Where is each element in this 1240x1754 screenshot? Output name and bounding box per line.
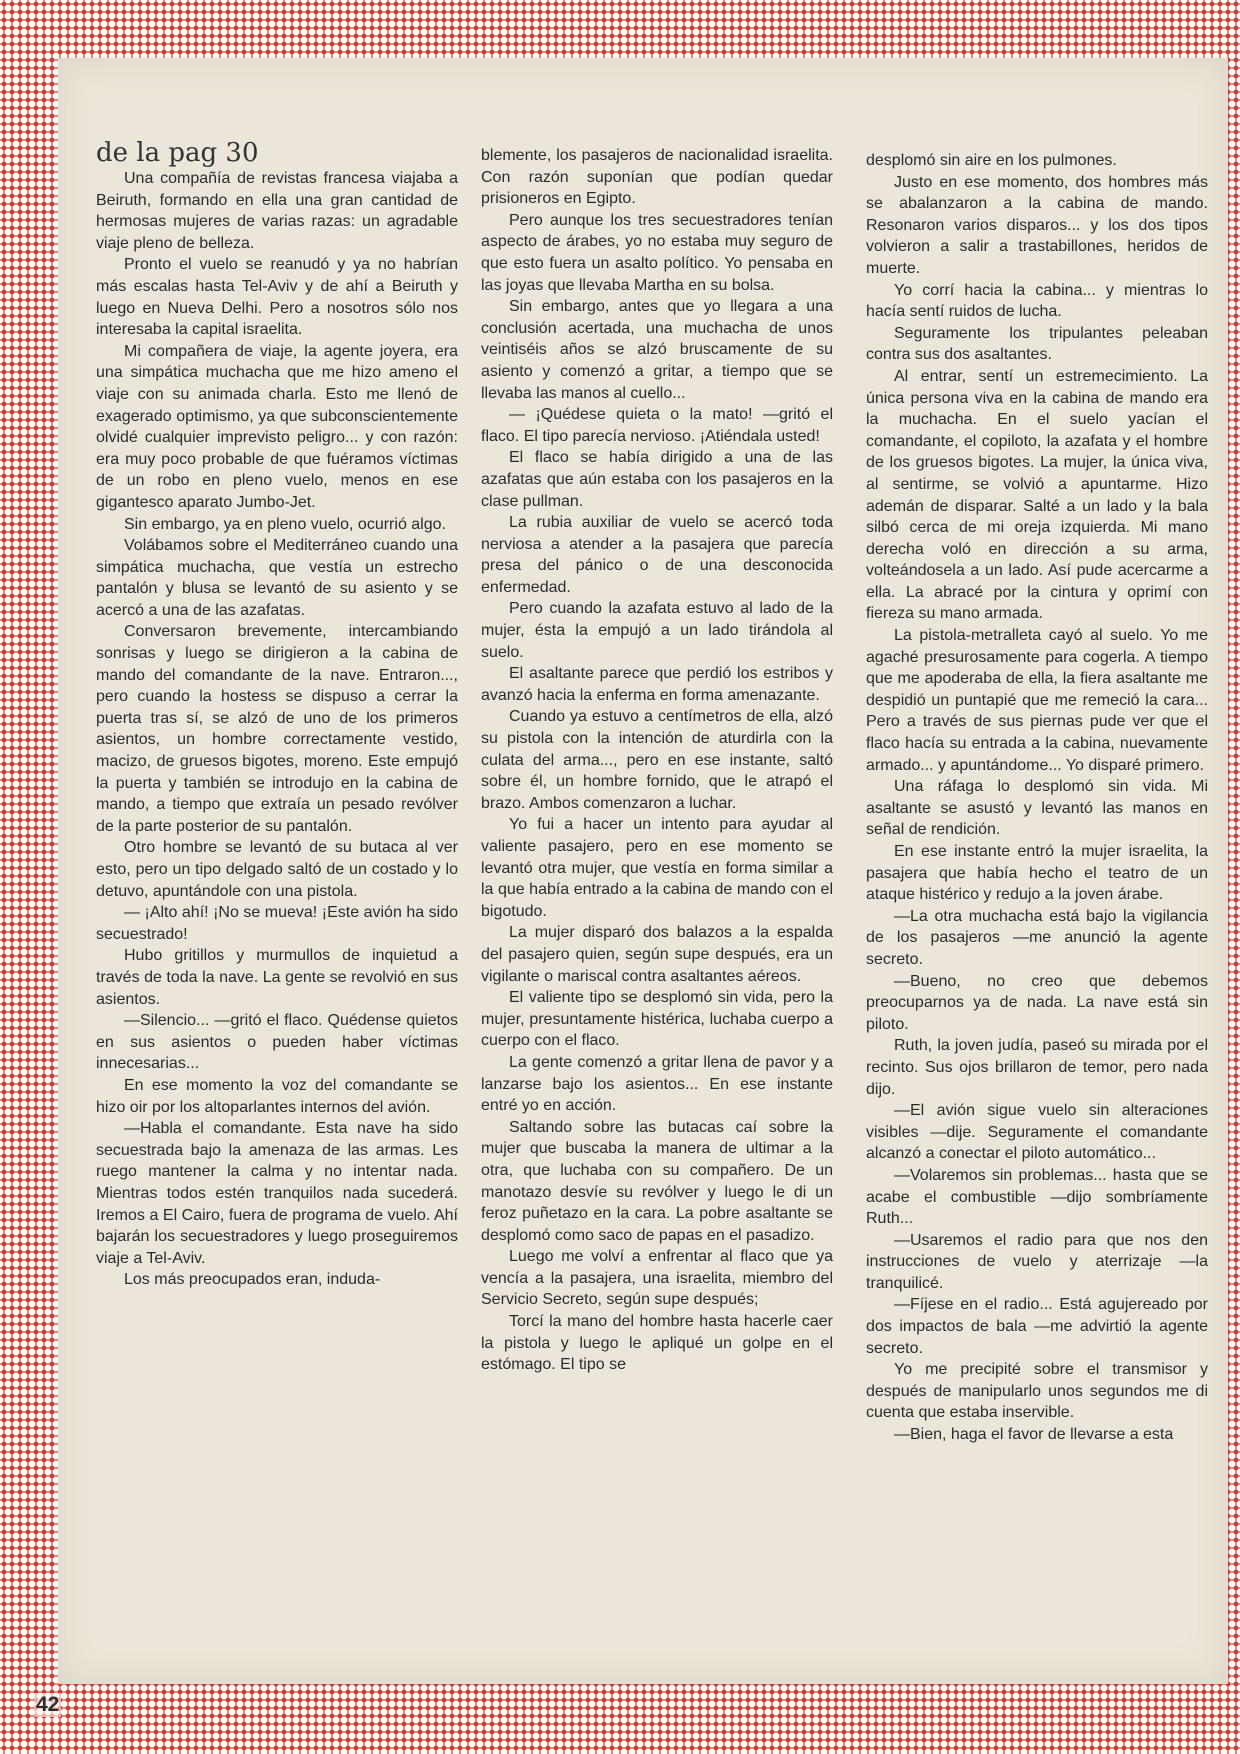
paragraph: En ese momento la voz del comandante se hizo oir por los altoparlantes internos del avión. bbox=[96, 1076, 458, 1116]
paragraph: Seguramente los tripulantes peleaban contra sus dos asaltantes. bbox=[866, 324, 1208, 364]
paragraph: Una compañía de revistas francesa viajaba a Beiruth, formando en ella una gran cantidad de hermosas mujeres de varias razas: un agradable viaje pleno de belleza. bbox=[96, 170, 458, 252]
paragraph: —La otra muchacha está bajo la vigilancia de los pasajeros —me anunció la agente secreto. bbox=[866, 907, 1208, 968]
paragraph: Sin embargo, ya en pleno vuelo, ocurrió algo. bbox=[124, 515, 446, 533]
paragraph: Yo me precipité sobre el transmisor y después de manipularlo unos segundos me di cuenta que estaba inservible. bbox=[866, 1361, 1208, 1422]
paragraph: Mi compañera de viaje, la agente joyera, era una simpática muchacha que me hizo ameno el viaje con su animada charla. Esto me llenó de exagerado optimismo, ya que subconscientemente olvidé cualquier imprevisto peligro... y con razón: era muy poco probable de que fuéramos víctimas de un robo en pleno vuelo, menos en ese gigantesco aparato Jumbo-Jet. bbox=[96, 342, 458, 511]
paragraph: Hubo gritillos y murmullos de inquietud a través de toda la nave. La gente se revolvió en sus asientos. bbox=[96, 947, 458, 1008]
paragraph: Conversaron brevemente, intercambiando sonrisas y luego se dirigieron a la cabina de mando del comandante de la nave. Entraron..., pero cuando la hostess se dispuso a cerrar la puerta tras sí, se alzó de uno de los primeros asientos, un hombre correctamente vestido, macizo, de gruesos bigotes, moreno. Este empujó la puerta y también se introdujo en la cabina de mando, a tiempo que extraía un pesado revólver de la parte posterior de su pantalón. bbox=[96, 623, 458, 835]
paragraph: —Volaremos sin problemas... hasta que se acabe el combustible —dijo sombríamente Ruth... bbox=[866, 1166, 1208, 1228]
paragraph: Sin embargo, antes que yo llegara a una conclusión acertada, una muchacha de unos veintiséis años se alzó bruscamente de su asiento y comenzó a gritar, a tiempo que se llevaba las manos al cuello... bbox=[481, 298, 833, 402]
paragraph: —Fíjese en el radio... Está agujereado por dos impactos de bala —me advirtió la agente secreto. bbox=[866, 1296, 1208, 1357]
paragraph: En ese instante entró la mujer israelita, la pasajera que había hecho el teatro de un ataque histérico y redujo a la joven árabe. bbox=[866, 843, 1208, 904]
paragraph: El flaco se había dirigido a una de las azafatas que aún estaba con los pasajeros en la clase pullman. bbox=[481, 449, 833, 510]
paragraph: Los más preocupados eran, induda- bbox=[124, 1271, 381, 1289]
paragraph: Justo en ese momento, dos hombres más se abalanzaron a la cabina de mando. Resonaron varios disparos... y los dos tipos volvieron a salir a trastabillones, heridos de muerte. bbox=[866, 173, 1208, 277]
paragraph: Yo fui a hacer un intento para ayudar al valiente pasajero, pero en ese momento se levantó otra mujer, que vestía en forma similar a la que había entrado a la cabina de mando con el bigotudo. bbox=[481, 816, 833, 920]
paragraph: Otro hombre se levantó de su butaca al ver esto, pero un tipo delgado saltó de un costado y lo detuvo, apuntándole con una pistola. bbox=[96, 839, 458, 900]
paragraph: —Bueno, no creo que debemos preocuparnos ya de nada. La nave está sin piloto. bbox=[866, 972, 1208, 1033]
text-column-3 bbox=[866, 150, 1208, 1446]
text-column-2 bbox=[481, 145, 833, 1376]
text-column-1 bbox=[96, 138, 458, 1291]
paragraph: Al entrar, sentí un estremecimiento. La única persona viva en la cabina de mando era la muchacha. En el suelo yacían el comandante, el copiloto, la azafata y el hombre de los gruesos bigotes. La mujer, la única viva, al sentirme, se volvió a apuntarme. Hizo ademán de disparar. Salté a un lado y la bala silbó cerca de mi oreja izquierda. Mi mano derecha voló en dirección a su arma, volteándosela a un lado. Así pude acercarme a ella. La abracé por la cintura y oprimí con fiereza su mano armada. bbox=[866, 367, 1208, 623]
paragraph: Cuando ya estuvo a centímetros de ella, alzó su pistola con la intención de aturdirla con la culata del arma..., pero en ese instante, saltó sobre él, un hombre fornido, que le atrapó el brazo. Ambos comenzaron a luchar. bbox=[481, 708, 833, 812]
continuation-heading: de la pag 30 bbox=[96, 138, 259, 168]
paragraph: — ¡Alto ahí! ¡No se mueva! ¡Este avión ha sido secuestrado! bbox=[96, 904, 458, 943]
paragraph: Volábamos sobre el Mediterráneo cuando una simpática muchacha, que vestía un estrecho pantalón y blusa se levantó de su asiento y se acercó a una de las azafatas. bbox=[96, 537, 458, 619]
paragraph: desplomó sin aire en los pulmones. bbox=[866, 152, 1117, 169]
paragraph: Torcí la mano del hombre hasta hacerle caer la pistola y luego le apliqué un golpe en el estómago. El tipo se bbox=[481, 1313, 833, 1374]
paragraph: —Bien, haga el favor de llevarse a esta bbox=[894, 1426, 1174, 1444]
paragraph: — ¡Quédese quieta o la mato! —gritó el flaco. El tipo parecía nervioso. ¡Atiéndala usted! bbox=[481, 406, 833, 445]
paragraph: Pero aunque los tres secuestradores tenían aspecto de árabes, yo no estaba muy seguro de que esto fuera un asalto político. Yo pensaba en las joyas que llevaba Martha en su bolsa. bbox=[481, 211, 833, 294]
paragraph: —Silencio... —gritó el flaco. Quédense quietos en sus asientos o pueden haber víctimas innecesarias... bbox=[96, 1012, 458, 1073]
paragraph: Pronto el vuelo se reanudó y ya no habrían más escalas hasta Tel-Aviv y de ahí a Beiruth y luego en Nueva Delhi. Pero a nosotros sólo nos interesaba la capital israelita. bbox=[96, 256, 458, 339]
paragraph: —Usaremos el radio para que nos den instrucciones de vuelo y aterrizaje —la tranquilicé. bbox=[866, 1231, 1208, 1292]
paragraph: La rubia auxiliar de vuelo se acercó toda nerviosa a atender a la pasajera que parecía presa del pánico o de una desconocida enfermedad. bbox=[481, 514, 833, 596]
paragraph: El asaltante parece que perdió los estribos y avanzó hacia la enferma en forma amenazante. bbox=[481, 665, 833, 704]
paragraph: Pero cuando la azafata estuvo al lado de la mujer, ésta la empujó a un lado tirándola al suelo. bbox=[481, 600, 833, 661]
paragraph: La gente comenzó a gritar llena de pavor y a lanzarse bajo los asientos... En ese instante entré yo en acción. bbox=[481, 1053, 833, 1115]
paragraph: —El avión sigue vuelo sin alteraciones visibles —dije. Seguramente el comandante alcanzó a conectar el piloto automático... bbox=[866, 1102, 1208, 1163]
paragraph: Yo corrí hacia la cabina... y mientras lo hacía sentí ruidos de lucha. bbox=[866, 281, 1208, 321]
paragraph: blemente, los pasajeros de nacionalidad israelita. Con razón suponían que podían quedar prisioneros en Egipto. bbox=[481, 147, 833, 208]
paragraph: La pistola-metralleta cayó al suelo. Yo me agaché presurosamente para cogerla. A tiempo que me apoderaba de ella, la fiera asaltante me despidió un puntapié que me remeció la cara... Pero a través de sus piernas pude ver que el flaco hacía su entrada a la cabina, nuevamente armado... y apuntándome... Yo disparé primero. bbox=[866, 627, 1208, 774]
paragraph: Saltando sobre las butacas caí sobre la mujer que buscaba la manera de ultimar a la otra, que luchaba con su compañero. De un manotazo desvíe su revólver y luego le di un feroz puñetazo en la cara. La pobre asaltante se desplomó como saco de papas en el pasadizo. bbox=[481, 1118, 833, 1244]
paragraph: Luego me volví a enfrentar al flaco que ya vencía a la pasajera, una israelita, miembro del Servicio Secreto, según supe después; bbox=[481, 1248, 833, 1309]
paragraph: El valiente tipo se desplomó sin vida, pero la mujer, presuntamente histérica, luchaba cuerpo a cuerpo con el flaco. bbox=[481, 989, 833, 1050]
paragraph: La mujer disparó dos balazos a la espalda del pasajero quien, según supe después, era un vigilante o mariscal contra asaltantes aéreos. bbox=[481, 924, 833, 985]
page-number: 42 bbox=[36, 1693, 60, 1716]
paragraph: —Habla el comandante. Esta nave ha sido secuestrada bajo la amenaza de las armas. Les ruego mantener la calma y no intentar nada. Mientras todos estén tranquilos nada sucederá. Iremos a El Cairo, fuera de programa de vuelo. Ahí bajarán los secuestradores y luego proseguiremos viaje a Tel-Aviv. bbox=[96, 1120, 458, 1267]
paragraph: Ruth, la joven judía, paseó su mirada por el recinto. Sus ojos brillaron de temor, pero nada dijo. bbox=[866, 1037, 1208, 1098]
paragraph: Una ráfaga lo desplomó sin vida. Mi asaltante se asustó y levantó las manos en señal de rendición. bbox=[866, 778, 1208, 839]
